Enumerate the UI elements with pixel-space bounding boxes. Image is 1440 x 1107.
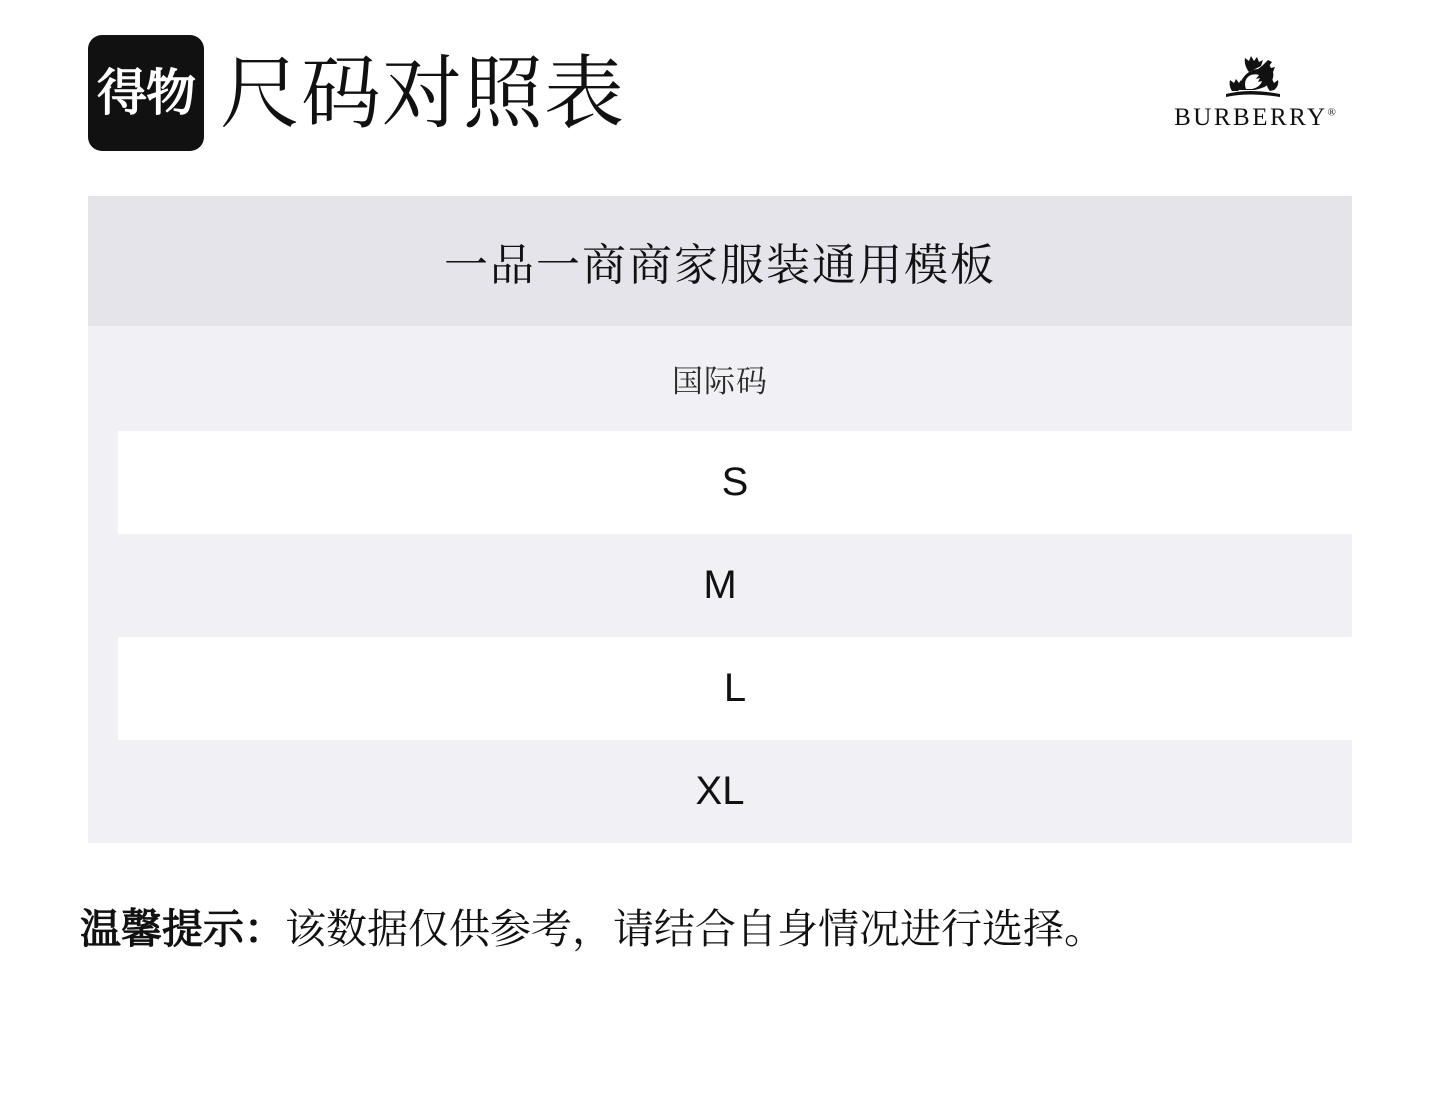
size-value: M xyxy=(703,563,737,607)
table-body xyxy=(88,326,1352,843)
table-column-header-row xyxy=(88,326,1352,431)
table-row xyxy=(88,740,1352,843)
burberry-wordmark xyxy=(1174,104,1336,132)
table-row xyxy=(88,534,1352,637)
size-value: L xyxy=(723,666,747,710)
table-row xyxy=(118,637,1352,740)
size-table xyxy=(88,196,1352,843)
disclaimer-label: 温馨提示： xyxy=(80,906,285,952)
table-row xyxy=(118,431,1352,534)
dewu-logo-badge xyxy=(88,35,204,151)
page-header xyxy=(0,0,1440,190)
column-header-international-size: 国际码 xyxy=(672,364,768,399)
burberry-logo xyxy=(1160,48,1350,138)
registered-mark: ® xyxy=(1327,106,1336,119)
size-value: S xyxy=(721,460,749,504)
table-template-title: 一品一商商家服装通用模板 xyxy=(444,241,996,290)
size-value: XL xyxy=(695,769,745,813)
page-title: 尺码对照表 xyxy=(220,49,625,138)
disclaimer-body: 该数据仅供参考，请结合自身情况进行选择。 xyxy=(285,906,1105,952)
table-template-title-row xyxy=(88,196,1352,326)
equestrian-knight-icon xyxy=(1216,48,1294,102)
disclaimer-note xyxy=(80,900,1105,958)
dewu-logo-text: 得物 xyxy=(97,64,195,122)
burberry-wordmark-text: BURBERRY xyxy=(1174,104,1328,131)
